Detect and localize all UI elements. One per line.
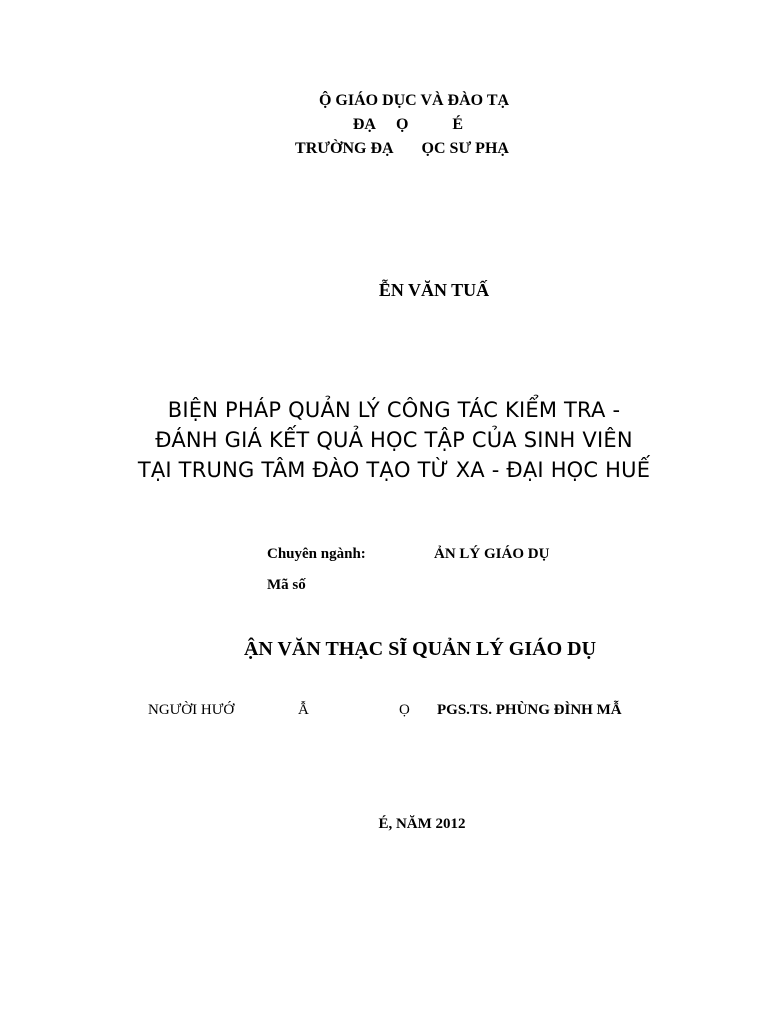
thesis-title-line-2: ĐÁNH GIÁ KẾT QUẢ HỌC TẬP CỦA SINH VIÊN	[155, 428, 633, 452]
thesis-title-line-1: BIỆN PHÁP QUẢN LÝ CÔNG TÁC KIỂM TRA -	[167, 398, 621, 422]
school-line: TRƯỜNG ĐẠ ỌC SƯ PHẠ	[295, 140, 509, 157]
advisor-name: PGS.TS. PHÙNG ĐÌNH MẪ	[437, 702, 622, 718]
university-line: ĐẠ Ọ É	[352, 116, 464, 133]
code-label: Mã số	[267, 577, 306, 593]
advisor-label-part-3: Ọ	[399, 702, 410, 718]
specialization-value: ẢN LÝ GIÁO DỤ	[434, 546, 550, 562]
thesis-type: ẬN VĂN THẠC SĨ QUẢN LÝ GIÁO DỤ	[243, 638, 597, 660]
place-year: É, NĂM 2012	[378, 816, 466, 832]
advisor-label-part-1: NGƯỜI HƯỚ	[148, 702, 235, 718]
author-name: ỄN VĂN TUẤ	[378, 280, 490, 300]
advisor-label-part-2: Ẫ	[298, 702, 309, 718]
thesis-title-line-3: TẠI TRUNG TÂM ĐÀO TẠO TỪ XA - ĐẠI HỌC HUẾ	[137, 458, 651, 482]
specialization-label: Chuyên ngành:	[267, 546, 366, 562]
ministry-line: Ộ GIÁO DỤC VÀ ĐÀO TẠ	[318, 92, 510, 109]
